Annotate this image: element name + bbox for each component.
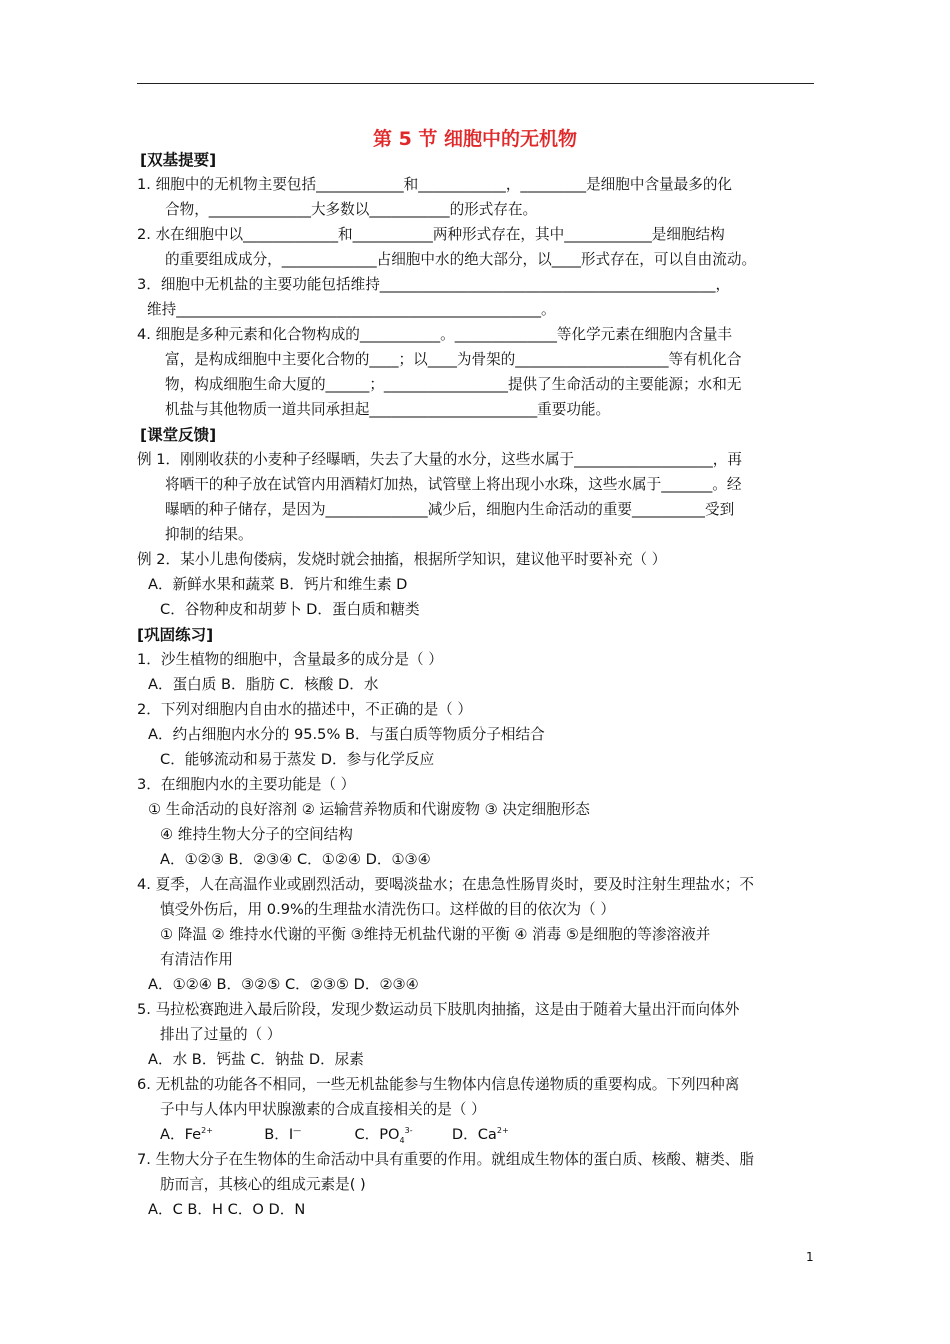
section-heading: [巩固练习] bbox=[137, 626, 214, 644]
text-line: 2．下列对细胞内自由水的描述中，不正确的是（ ） bbox=[137, 701, 472, 718]
text-line: 3．细胞中无机盐的主要功能包括维持______________________________________________， bbox=[137, 276, 731, 293]
text-line: C．谷物种皮和胡萝卜 D．蛋白质和糖类 bbox=[160, 601, 420, 618]
page-title: 第 5 节 细胞中的无机物 bbox=[372, 128, 578, 150]
text-line: 6. 无机盐的功能各不相同，一些无机盐能参与生物体内信息传递物质的重要构成。下列四种离 bbox=[137, 1076, 740, 1093]
text-line: 维持__________________________________________________。 bbox=[147, 301, 556, 318]
text-line: 有清洁作用 bbox=[160, 951, 233, 968]
section-heading: [课堂反馈] bbox=[140, 426, 217, 444]
text-line: 4. 夏季，人在高温作业或剧烈活动，要喝淡盐水；在患急性肠胃炎时，要及时注射生理盐水；不 bbox=[137, 876, 754, 893]
text-line: 合物，______________大多数以___________的形式存在。 bbox=[165, 201, 538, 218]
header-rule bbox=[137, 83, 814, 84]
text-line: 抑制的结果。 bbox=[165, 526, 253, 543]
text-line: 排出了过量的（ ） bbox=[160, 1026, 282, 1043]
text-line: 将晒干的种子放在试管内用酒精灯加热，试管壁上将出现小水珠，这些水属于_______。经 bbox=[165, 476, 742, 493]
text-line: ① 降温 ② 维持水代谢的平衡 ③维持无机盐代谢的平衡 ④ 消毒 ⑤是细胞的等渗溶液并 bbox=[160, 926, 711, 943]
q6-option-b: B．I— bbox=[264, 1126, 302, 1143]
text-line: 2. 水在细胞中以_____________和___________两种形式存在，其中____________是细胞结构 bbox=[137, 226, 725, 243]
text-line: 例 1．刚刚收获的小麦种子经曝晒，失去了大量的水分，这些水属于___________________，再 bbox=[137, 451, 742, 468]
text-line: ④ 维持生物大分子的空间结构 bbox=[160, 826, 353, 843]
text-line: A．水 B．钙盐 C．钠盐 D．尿素 bbox=[148, 1051, 364, 1068]
text-line: 机盐与其他物质一道共同承担起_______________________重要功能。 bbox=[165, 401, 611, 418]
text-line: 曝晒的种子储存，是因为______________减少后，细胞内生命活动的重要__________受到 bbox=[165, 501, 735, 518]
text-line: 肪而言，其核心的组成元素是( ) bbox=[160, 1176, 366, 1193]
text-line: A．①②④ B．③②⑤ C．②③⑤ D．②③④ bbox=[148, 976, 419, 993]
text-line: 的重要组成成分，_____________占细胞中水的绝大部分，以____形式存在，可以自由流动。 bbox=[165, 251, 757, 268]
q6-option-d: D．$Ca^{2+}$ bbox=[451, 1126, 509, 1143]
text-line: 4. 细胞是多种元素和化合物构成的___________。______________等化学元素在细胞内含量丰 bbox=[137, 326, 733, 343]
text-line: A．C B．H C．O D．N bbox=[148, 1201, 306, 1218]
q6-options bbox=[160, 1125, 509, 1145]
text-line: 1．沙生植物的细胞中，含量最多的成分是（ ） bbox=[137, 651, 443, 668]
text-line: A．①②③ B．②③④ C．①②④ D．①③④ bbox=[160, 851, 431, 868]
text-line: 慎受外伤后，用 0.9%的生理盐水清洗伤口。这样做的目的依次为（ ） bbox=[160, 901, 615, 918]
text-line: A．约占细胞内水分的 95.5% B．与蛋白质等物质分子相结合 bbox=[148, 726, 545, 743]
text-line: A．新鲜水果和蔬菜 B．钙片和维生素 D bbox=[148, 576, 408, 593]
text-line: 例 2．某小儿患佝偻病，发烧时就会抽搐，根据所学知识，建议他平时要补充（ ） bbox=[137, 551, 667, 568]
text-line: A．蛋白质 B．脂肪 C．核酸 D．水 bbox=[148, 676, 379, 693]
text-line: 1. 细胞中的无机物主要包括____________和____________，_________是细胞中含量最多的化 bbox=[137, 176, 733, 193]
text-line: ① 生命活动的良好溶剂 ② 运输营养物质和代谢废物 ③ 决定细胞形态 bbox=[148, 801, 590, 818]
q6-option-a: A．$Fe^{2+}$ bbox=[160, 1126, 213, 1143]
section-heading: [双基提要] bbox=[140, 151, 217, 169]
q6-option-c: C．$PO_4^{3-}$ bbox=[354, 1126, 413, 1145]
text-line: 5. 马拉松赛跑进入最后阶段，发现少数运动员下肢肌肉抽搐，这是由于随着大量出汗而向体外 bbox=[137, 1001, 740, 1018]
page-number: 1 bbox=[806, 1250, 814, 1264]
text-line: 物，构成细胞生命大厦的______；_________________提供了生命活动的主要能源；水和无 bbox=[165, 376, 742, 393]
text-line: 富，是构成细胞中主要化合物的____；以____为骨架的_____________________等有机化合 bbox=[165, 351, 742, 368]
text-line: 3．在细胞内水的主要功能是（ ） bbox=[137, 776, 356, 793]
text-line: 7. 生物大分子在生物体的生命活动中具有重要的作用。就组成生物体的蛋白质、核酸、糖类、脂 bbox=[137, 1151, 754, 1168]
text-line: 子中与人体内甲状腺激素的合成直接相关的是（ ） bbox=[160, 1101, 486, 1118]
text-line: C．能够流动和易于蒸发 D．参与化学反应 bbox=[160, 751, 435, 768]
